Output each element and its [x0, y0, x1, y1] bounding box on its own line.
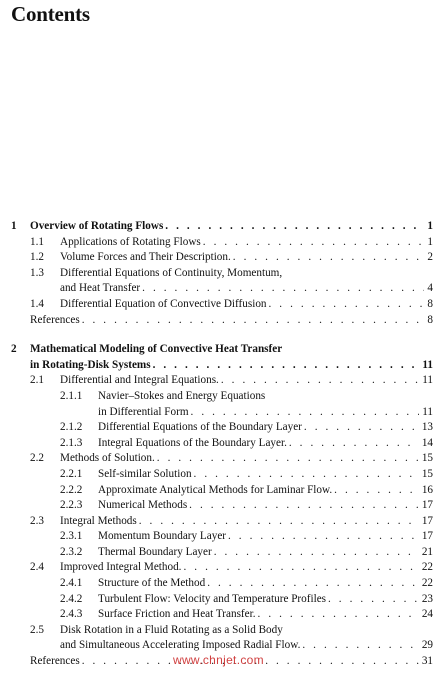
toc-entry[interactable]: [0, 451, 447, 467]
toc-entry[interactable]: [0, 436, 447, 452]
toc-entry-page: 29: [421, 639, 433, 652]
toc-entry-page: 11: [422, 374, 433, 387]
toc-entry-title: Turbulent Flow: Velocity and Temperature Profiles: [98, 592, 327, 605]
toc-dot-leader: [194, 467, 419, 483]
toc-dot-leader: [207, 576, 419, 592]
toc-entry-number: 2: [11, 343, 17, 356]
toc-entry-page: 22: [421, 577, 433, 590]
toc-dot-leader: [183, 560, 418, 576]
toc-dot-leader: [269, 297, 425, 313]
toc-entry-page: 21: [421, 545, 433, 558]
toc-entry-title: Approximate Analytical Methods for Laminar Flow.: [98, 483, 333, 496]
toc-entry-title: Overview of Rotating Flows: [30, 220, 164, 232]
toc-entry[interactable]: [0, 545, 447, 561]
toc-entry-number: 2.3.2: [60, 545, 83, 558]
toc-entry[interactable]: [0, 219, 447, 235]
toc-dot-leader: [302, 638, 418, 654]
section-gap: [0, 328, 447, 342]
toc-entry[interactable]: [0, 560, 447, 576]
toc-entry-page: 4: [427, 282, 433, 295]
toc-entry-number: 2.2.1: [60, 467, 83, 480]
toc-entry-number: 2.1.3: [60, 436, 83, 449]
toc-dot-leader: [82, 313, 425, 329]
toc-entry-number: 2.1.1: [60, 389, 83, 402]
toc-dot-leader: [221, 373, 419, 389]
toc-entry-number: 2.4: [30, 561, 44, 574]
toc-entry-number: 1.3: [30, 266, 44, 279]
toc-entry-page: 13: [421, 421, 433, 434]
toc-entry-title: Volume Forces and Their Description.: [60, 251, 231, 264]
toc-dot-leader: [289, 436, 419, 452]
toc-dot-leader: [142, 281, 424, 297]
toc-entry[interactable]: [0, 638, 447, 654]
toc-dot-leader: [139, 514, 419, 530]
toc-entry-page: 14: [421, 436, 433, 449]
toc-entry-title: Momentum Boundary Layer: [98, 530, 227, 543]
toc-entry-title: Self-similar Solution: [98, 467, 192, 480]
toc-entry[interactable]: [0, 592, 447, 608]
toc-entry-title: Methods of Solution.: [60, 452, 155, 465]
toc-entry-page: 1: [427, 220, 433, 232]
toc-entry[interactable]: [0, 313, 447, 329]
toc-dot-leader: [258, 607, 419, 623]
toc-dot-leader: [304, 420, 419, 436]
toc-entry-page: 1: [427, 235, 433, 248]
toc-entry-number: 2.4.1: [60, 577, 83, 590]
toc-entry-title: Numerical Methods: [98, 499, 188, 512]
table-of-contents: [0, 219, 447, 670]
toc-entry[interactable]: [0, 266, 447, 282]
toc-entry-title: Mathematical Modeling of Convective Heat Transfer: [30, 343, 283, 356]
toc-entry-page: 15: [421, 452, 433, 465]
toc-entry-title: Navier–Stokes and Energy Equations: [98, 389, 266, 402]
toc-entry[interactable]: [0, 623, 447, 639]
toc-entry-number: 2.3: [30, 514, 44, 527]
toc-dot-leader: [157, 451, 419, 467]
toc-entry[interactable]: [0, 358, 447, 374]
toc-entry-title: Differential Equations of Continuity, Momentum,: [60, 266, 283, 279]
toc-entry-title: Thermal Boundary Layer: [98, 545, 212, 558]
toc-entry-number: 1.2: [30, 251, 44, 264]
toc-entry-page: 23: [421, 592, 433, 605]
toc-entry-title: and Simultaneous Accelerating Imposed Radial Flow.: [60, 639, 301, 652]
toc-entry[interactable]: [0, 342, 447, 358]
toc-entry-page: 31: [421, 655, 433, 668]
toc-entry-page: 15: [421, 467, 433, 480]
watermark: www.chnjet.com: [173, 653, 264, 667]
toc-entry-title: Surface Friction and Heat Transfer.: [98, 608, 256, 621]
toc-entry-page: 17: [421, 499, 433, 512]
toc-dot-leader: [328, 592, 419, 608]
toc-entry[interactable]: [0, 529, 447, 545]
toc-entry[interactable]: [0, 514, 447, 530]
toc-entry[interactable]: [0, 405, 447, 421]
toc-entry-page: 8: [427, 313, 433, 326]
toc-entry-number: 2.1.2: [60, 421, 83, 434]
toc-entry-number: 2.2: [30, 452, 44, 465]
toc-entry-title: Differential Equation of Convective Diffusion: [60, 297, 267, 310]
toc-entry-number: 2.2.3: [60, 499, 83, 512]
toc-entry-number: 2.4.3: [60, 608, 83, 621]
toc-entry-title: Improved Integral Method.: [60, 561, 182, 574]
toc-entry-page: 24: [421, 608, 433, 621]
toc-entry[interactable]: [0, 373, 447, 389]
toc-entry-title: Structure of the Method: [98, 577, 206, 590]
toc-entry-title: in Differential Form: [98, 405, 189, 418]
toc-entry-title: Differential Equations of the Boundary Layer: [98, 421, 302, 434]
toc-entry-number: 1.4: [30, 297, 44, 310]
toc-entry[interactable]: [0, 607, 447, 623]
toc-entry-title: References: [30, 313, 80, 326]
toc-dot-leader: [334, 483, 419, 499]
toc-entry[interactable]: [0, 498, 447, 514]
toc-entry-title: in Rotating-Disk Systems: [30, 358, 151, 371]
toc-entry-page: 17: [421, 514, 433, 527]
toc-entry[interactable]: [0, 250, 447, 266]
page-title: Contents: [11, 2, 90, 26]
toc-dot-leader: [203, 235, 425, 251]
toc-entry-number: 2.4.2: [60, 592, 83, 605]
toc-dot-leader: [233, 250, 425, 266]
toc-entry-page: 2: [427, 251, 433, 264]
toc-entry-page: 22: [421, 561, 433, 574]
toc-entry-title: References: [30, 655, 80, 668]
toc-entry-title: Integral Methods: [60, 514, 137, 527]
toc-entry-number: 2.2.2: [60, 483, 83, 496]
toc-entry-title: Disk Rotation in a Fluid Rotating as a Solid Body: [60, 623, 283, 636]
toc-entry-number: 2.1: [30, 374, 44, 387]
toc-dot-leader: [214, 545, 419, 561]
toc-dot-leader: [153, 358, 420, 374]
toc-entry-number: 2.3.1: [60, 530, 83, 543]
toc-entry[interactable]: [0, 389, 447, 405]
toc-entry-number: 1.1: [30, 235, 44, 248]
toc-entry-page: 11: [422, 358, 433, 371]
toc-dot-leader: [165, 219, 424, 235]
toc-entry[interactable]: [0, 467, 447, 483]
toc-entry-title: Differential and Integral Equations.: [60, 374, 219, 387]
toc-entry[interactable]: [0, 483, 447, 499]
toc-entry[interactable]: [0, 576, 447, 592]
toc-entry[interactable]: [0, 297, 447, 313]
toc-dot-leader: [191, 405, 420, 421]
toc-entry-page: 8: [427, 297, 433, 310]
toc-entry[interactable]: [0, 235, 447, 251]
toc-dot-leader: [228, 529, 419, 545]
toc-entry-title: Integral Equations of the Boundary Layer.: [98, 436, 287, 449]
toc-entry-number: 1: [11, 220, 17, 232]
toc-entry[interactable]: [0, 281, 447, 297]
toc-entry-title: Applications of Rotating Flows: [60, 235, 201, 248]
toc-entry[interactable]: [0, 420, 447, 436]
toc-entry-number: 2.5: [30, 623, 44, 636]
toc-entry-title: and Heat Transfer: [60, 282, 141, 295]
toc-dot-leader: [189, 498, 419, 514]
toc-entry-page: 11: [422, 405, 433, 418]
toc-entry-page: 17: [421, 530, 433, 543]
toc-entry-page: 16: [421, 483, 433, 496]
